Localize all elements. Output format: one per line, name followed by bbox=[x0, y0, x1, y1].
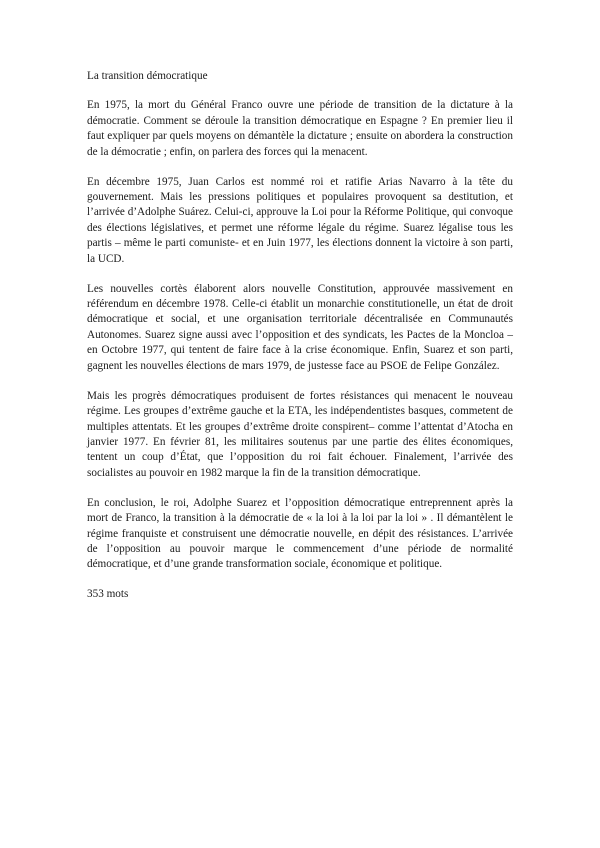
document-title: La transition démocratique bbox=[87, 70, 208, 82]
word-count: 353 mots bbox=[87, 588, 129, 601]
paragraph-dismantling-dictatorship: En décembre 1975, Juan Carlos est nommé roi et ratifie Arias Navarro à la tête du gouvernement. Mais les pressions politiques et populaires provoquent sa destitution, et l’arrivée d’Adolphe Suárez. Celui-ci, approuve la Loi pour la Réforme Politique, qui convoque des élections législatives, et permet une réforme légale du régime. Suarez légalise tous les partis – même le parti comuniste- et en Juin 1977, les élections donnent la victoire à son parti, la UCD. bbox=[87, 175, 513, 265]
document-page bbox=[87, 69, 513, 603]
paragraph-resistances: Mais les progrès démocratiques produisent de fortes résistances qui menacent le nouveau régime. Les groupes d’extrême gauche et la ETA, les indépendentistes basques, commetent de multiples attentats. Et les groupes d’extrême droite conspirent– comme l’attentat d’Atocha en janvier 1977. En février 81, les militaires soutenus par une partie des élites économiques, tentent un coup d’État, que l’opposition du roi fait échouer. Finalement, l’arrivée des socialistes au pouvoir en 1982 marque la fin de la transition démocratique. bbox=[87, 389, 513, 479]
paragraph-conclusion: En conclusion, le roi, Adolphe Suarez et l’opposition démocratique entreprennent après la mort de Franco, la transition à la démocratie de « la loi à la loi par la loi » . Il démantèlent le régime franquiste et construisent une démocratie nouvelle, en dépit des résistances. L’arrivée de l’opposition au pouvoir marque le commencement d’une période de normalité démocratique, et d’une grande transformation sociale, économique et politique. bbox=[87, 496, 513, 571]
paragraph-introduction: En 1975, la mort du Général Franco ouvre une période de transition de la dictature à la démocratie. Comment se déroule la transition démocratique en Espagne ? En premier lieu il faut expliquer par quels moyens on démantèle la dictature ; ensuite on abordera la construction de la démocratie ; enfin, on parlera des forces qui la menacent. bbox=[87, 99, 513, 158]
paragraph-constitution: Les nouvelles cortès élaborent alors nouvelle Constitution, approuvée massivement en référendum en décembre 1978. Celle-ci établit un monarchie constitutionelle, un état de droit démocratique et social, et une organisation territoriale décentralisée en Communautés Autonomes. Suarez signe aussi avec l’opposition et des syndicats, les Pactes de la Moncloa – en Octobre 1977, qui tentent de faire face à la crise économique. Enfin, Suarez et son parti, gagnent les nouvelles élections de mars 1979, de justesse face au PSOE de Felipe González. bbox=[87, 282, 513, 372]
